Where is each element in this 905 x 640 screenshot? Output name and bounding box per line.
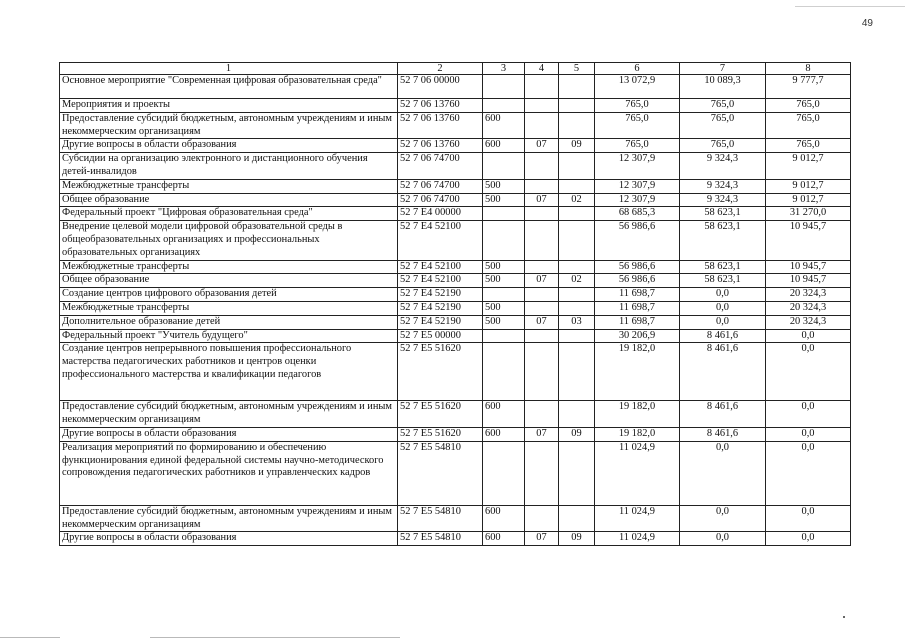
row-expense-type-cell: 600 [483, 505, 525, 532]
row-amount-col7-cell: 58 623,1 [680, 207, 766, 221]
row-amount-col6-cell: 56 986,6 [595, 260, 680, 274]
row-amount-col8-cell: 31 270,0 [766, 207, 851, 221]
row-amount-col7-cell: 765,0 [680, 99, 766, 113]
row-code-cell: 52 7 E4 52100 [398, 274, 483, 288]
row-expense-type-cell: 600 [483, 427, 525, 441]
row-section-cell: 07 [525, 139, 559, 153]
row-name-cell: Общее образование [60, 193, 398, 207]
row-amount-col7-cell: 765,0 [680, 139, 766, 153]
row-expense-type-cell: 600 [483, 139, 525, 153]
row-amount-col8-cell: 0,0 [766, 441, 851, 505]
row-expense-type-cell [483, 75, 525, 99]
row-subsection-cell [559, 75, 595, 99]
row-amount-col8-cell: 20 324,3 [766, 288, 851, 302]
row-expense-type-cell [483, 153, 525, 180]
budget-table [59, 62, 851, 546]
table-row [60, 75, 851, 99]
row-section-cell [525, 401, 559, 428]
row-subsection-cell [559, 441, 595, 505]
row-amount-col8-cell: 765,0 [766, 139, 851, 153]
row-code-cell: 52 7 E5 54810 [398, 532, 483, 546]
header-col-7: 7 [680, 63, 766, 75]
row-expense-type-cell: 500 [483, 193, 525, 207]
row-code-cell: 52 7 E4 52190 [398, 288, 483, 302]
row-code-cell: 52 7 E4 52100 [398, 221, 483, 260]
row-subsection-cell [559, 288, 595, 302]
row-name-cell: Субсидии на организацию электронного и дистанционного обучения детей-инвалидов [60, 153, 398, 180]
header-col-4: 4 [525, 63, 559, 75]
row-name-cell: Другие вопросы в области образования [60, 427, 398, 441]
row-name-cell: Предоставление субсидий бюджетным, автономным учреждениям и иным некоммерческим организациям [60, 112, 398, 139]
row-subsection-cell [559, 505, 595, 532]
row-amount-col6-cell: 68 685,3 [595, 207, 680, 221]
row-expense-type-cell [483, 99, 525, 113]
row-amount-col7-cell: 9 324,3 [680, 153, 766, 180]
row-subsection-cell [559, 343, 595, 401]
row-code-cell: 52 7 E5 54810 [398, 505, 483, 532]
row-amount-col6-cell: 765,0 [595, 112, 680, 139]
row-code-cell: 52 7 E5 54810 [398, 441, 483, 505]
row-amount-col8-cell: 9 012,7 [766, 179, 851, 193]
table-row [60, 260, 851, 274]
table-row [60, 112, 851, 139]
row-amount-col6-cell: 765,0 [595, 99, 680, 113]
row-amount-col6-cell: 19 182,0 [595, 427, 680, 441]
table-row [60, 179, 851, 193]
row-amount-col8-cell: 9 012,7 [766, 153, 851, 180]
row-name-cell: Предоставление субсидий бюджетным, автономным учреждениям и иным некоммерческим организациям [60, 401, 398, 428]
row-section-cell: 07 [525, 193, 559, 207]
row-amount-col6-cell: 30 206,9 [595, 329, 680, 343]
table-row [60, 401, 851, 428]
row-name-cell: Мероприятия и проекты [60, 99, 398, 113]
table-row [60, 221, 851, 260]
row-code-cell: 52 7 E4 00000 [398, 207, 483, 221]
header-col-3: 3 [483, 63, 525, 75]
table-body [60, 75, 851, 546]
row-code-cell: 52 7 06 74700 [398, 153, 483, 180]
row-code-cell: 52 7 06 13760 [398, 139, 483, 153]
row-section-cell [525, 343, 559, 401]
row-expense-type-cell [483, 221, 525, 260]
row-subsection-cell: 09 [559, 532, 595, 546]
row-section-cell: 07 [525, 427, 559, 441]
row-name-cell: Дополнительное образование детей [60, 315, 398, 329]
row-amount-col7-cell: 58 623,1 [680, 260, 766, 274]
row-amount-col7-cell: 8 461,6 [680, 343, 766, 401]
row-amount-col8-cell: 20 324,3 [766, 301, 851, 315]
row-amount-col7-cell: 8 461,6 [680, 329, 766, 343]
row-section-cell: 07 [525, 274, 559, 288]
row-amount-col8-cell: 10 945,7 [766, 260, 851, 274]
row-amount-col6-cell: 12 307,9 [595, 193, 680, 207]
row-section-cell [525, 207, 559, 221]
row-amount-col7-cell: 0,0 [680, 532, 766, 546]
row-subsection-cell: 09 [559, 139, 595, 153]
row-amount-col6-cell: 13 072,9 [595, 75, 680, 99]
row-amount-col6-cell: 12 307,9 [595, 179, 680, 193]
table-row [60, 193, 851, 207]
header-col-2: 2 [398, 63, 483, 75]
row-expense-type-cell: 600 [483, 112, 525, 139]
table-header-row [60, 63, 851, 75]
row-expense-type-cell: 500 [483, 179, 525, 193]
row-expense-type-cell [483, 288, 525, 302]
scan-edge-mark [150, 637, 400, 638]
row-section-cell: 07 [525, 315, 559, 329]
row-amount-col6-cell: 56 986,6 [595, 221, 680, 260]
row-amount-col7-cell: 8 461,6 [680, 427, 766, 441]
row-amount-col7-cell: 10 089,3 [680, 75, 766, 99]
row-amount-col8-cell: 9 012,7 [766, 193, 851, 207]
row-name-cell: Предоставление субсидий бюджетным, автономным учреждениям и иным некоммерческим организациям [60, 505, 398, 532]
row-amount-col7-cell: 0,0 [680, 315, 766, 329]
row-expense-type-cell [483, 207, 525, 221]
row-amount-col6-cell: 11 024,9 [595, 441, 680, 505]
row-amount-col6-cell: 19 182,0 [595, 401, 680, 428]
row-amount-col7-cell: 0,0 [680, 505, 766, 532]
row-amount-col7-cell: 9 324,3 [680, 193, 766, 207]
row-amount-col7-cell: 58 623,1 [680, 221, 766, 260]
row-section-cell [525, 221, 559, 260]
table-row [60, 505, 851, 532]
row-subsection-cell [559, 260, 595, 274]
row-amount-col8-cell: 0,0 [766, 505, 851, 532]
row-amount-col7-cell: 0,0 [680, 288, 766, 302]
table-row [60, 532, 851, 546]
row-section-cell [525, 329, 559, 343]
row-expense-type-cell: 500 [483, 315, 525, 329]
row-amount-col8-cell: 0,0 [766, 401, 851, 428]
table-row [60, 99, 851, 113]
row-amount-col6-cell: 56 986,6 [595, 274, 680, 288]
header-col-1: 1 [60, 63, 398, 75]
row-amount-col8-cell: 0,0 [766, 427, 851, 441]
row-name-cell: Межбюджетные трансферты [60, 301, 398, 315]
table-row [60, 427, 851, 441]
row-code-cell: 52 7 06 74700 [398, 179, 483, 193]
row-expense-type-cell: 500 [483, 274, 525, 288]
row-amount-col8-cell: 765,0 [766, 112, 851, 139]
row-expense-type-cell [483, 343, 525, 401]
row-amount-col8-cell: 0,0 [766, 343, 851, 401]
row-amount-col8-cell: 9 777,7 [766, 75, 851, 99]
row-subsection-cell [559, 221, 595, 260]
row-amount-col6-cell: 11 024,9 [595, 532, 680, 546]
row-name-cell: Основное мероприятие "Современная цифровая образовательная среда" [60, 75, 398, 99]
row-code-cell: 52 7 06 13760 [398, 112, 483, 139]
row-expense-type-cell [483, 441, 525, 505]
header-col-5: 5 [559, 63, 595, 75]
row-name-cell: Федеральный проект "Учитель будущего" [60, 329, 398, 343]
row-amount-col7-cell: 0,0 [680, 441, 766, 505]
scan-speck [843, 616, 845, 618]
row-amount-col7-cell: 58 623,1 [680, 274, 766, 288]
row-subsection-cell: 02 [559, 274, 595, 288]
row-section-cell [525, 441, 559, 505]
row-name-cell: Другие вопросы в области образования [60, 532, 398, 546]
row-code-cell: 52 7 E4 52190 [398, 301, 483, 315]
table-row [60, 274, 851, 288]
row-name-cell: Внедрение целевой модели цифровой образовательной среды в общеобразовательных организациях и профессиональных образовательных организациях [60, 221, 398, 260]
row-subsection-cell [559, 207, 595, 221]
row-code-cell: 52 7 06 00000 [398, 75, 483, 99]
row-amount-col7-cell: 0,0 [680, 301, 766, 315]
row-amount-col6-cell: 19 182,0 [595, 343, 680, 401]
row-expense-type-cell: 600 [483, 401, 525, 428]
row-amount-col6-cell: 765,0 [595, 139, 680, 153]
row-amount-col8-cell: 0,0 [766, 532, 851, 546]
row-code-cell: 52 7 06 13760 [398, 99, 483, 113]
row-amount-col6-cell: 11 698,7 [595, 315, 680, 329]
row-section-cell [525, 301, 559, 315]
table-row [60, 301, 851, 315]
row-name-cell: Другие вопросы в области образования [60, 139, 398, 153]
row-name-cell: Межбюджетные трансферты [60, 260, 398, 274]
row-expense-type-cell: 500 [483, 260, 525, 274]
row-subsection-cell [559, 99, 595, 113]
row-section-cell [525, 505, 559, 532]
row-subsection-cell [559, 112, 595, 139]
table-row [60, 329, 851, 343]
table-row [60, 343, 851, 401]
row-amount-col8-cell: 10 945,7 [766, 274, 851, 288]
row-section-cell [525, 99, 559, 113]
table-row [60, 139, 851, 153]
row-code-cell: 52 7 E5 51620 [398, 427, 483, 441]
table-row [60, 207, 851, 221]
row-subsection-cell [559, 329, 595, 343]
table-row [60, 315, 851, 329]
page-number: 49 [861, 18, 873, 29]
row-section-cell [525, 288, 559, 302]
row-amount-col8-cell: 20 324,3 [766, 315, 851, 329]
row-subsection-cell [559, 153, 595, 180]
row-code-cell: 52 7 E4 52190 [398, 315, 483, 329]
row-section-cell [525, 153, 559, 180]
row-amount-col6-cell: 11 698,7 [595, 288, 680, 302]
row-name-cell: Общее образование [60, 274, 398, 288]
row-amount-col7-cell: 9 324,3 [680, 179, 766, 193]
row-amount-col8-cell: 0,0 [766, 329, 851, 343]
row-subsection-cell: 02 [559, 193, 595, 207]
row-section-cell [525, 260, 559, 274]
scan-edge-mark [0, 637, 60, 638]
table-row [60, 288, 851, 302]
header-col-6: 6 [595, 63, 680, 75]
row-subsection-cell: 09 [559, 427, 595, 441]
row-subsection-cell: 03 [559, 315, 595, 329]
header-col-8: 8 [766, 63, 851, 75]
row-section-cell: 07 [525, 532, 559, 546]
row-amount-col6-cell: 11 698,7 [595, 301, 680, 315]
row-subsection-cell [559, 301, 595, 315]
row-subsection-cell [559, 179, 595, 193]
row-code-cell: 52 7 E5 00000 [398, 329, 483, 343]
row-amount-col7-cell: 765,0 [680, 112, 766, 139]
row-amount-col8-cell: 10 945,7 [766, 221, 851, 260]
row-amount-col6-cell: 11 024,9 [595, 505, 680, 532]
row-amount-col8-cell: 765,0 [766, 99, 851, 113]
row-amount-col6-cell: 12 307,9 [595, 153, 680, 180]
row-subsection-cell [559, 401, 595, 428]
row-expense-type-cell [483, 329, 525, 343]
row-code-cell: 52 7 E4 52100 [398, 260, 483, 274]
table-row [60, 153, 851, 180]
row-code-cell: 52 7 06 74700 [398, 193, 483, 207]
row-code-cell: 52 7 E5 51620 [398, 401, 483, 428]
table-row [60, 441, 851, 505]
row-name-cell: Межбюджетные трансферты [60, 179, 398, 193]
row-name-cell: Федеральный проект "Цифровая образовательная среда" [60, 207, 398, 221]
row-name-cell: Создание центров непрерывного повышения профессионального мастерства педагогических работников и центров оценки профессионального мастерства и квалификации педагогов [60, 343, 398, 401]
row-expense-type-cell: 600 [483, 532, 525, 546]
row-name-cell: Создание центров цифрового образования детей [60, 288, 398, 302]
row-code-cell: 52 7 E5 51620 [398, 343, 483, 401]
row-section-cell [525, 112, 559, 139]
row-amount-col7-cell: 8 461,6 [680, 401, 766, 428]
top-edge-rule [795, 6, 905, 7]
row-section-cell [525, 75, 559, 99]
row-expense-type-cell: 500 [483, 301, 525, 315]
row-name-cell: Реализация мероприятий по формированию и обеспечению функционирования единой федеральной системы научно-методического сопровождения педагогических работников и управленческих кадров [60, 441, 398, 505]
row-section-cell [525, 179, 559, 193]
